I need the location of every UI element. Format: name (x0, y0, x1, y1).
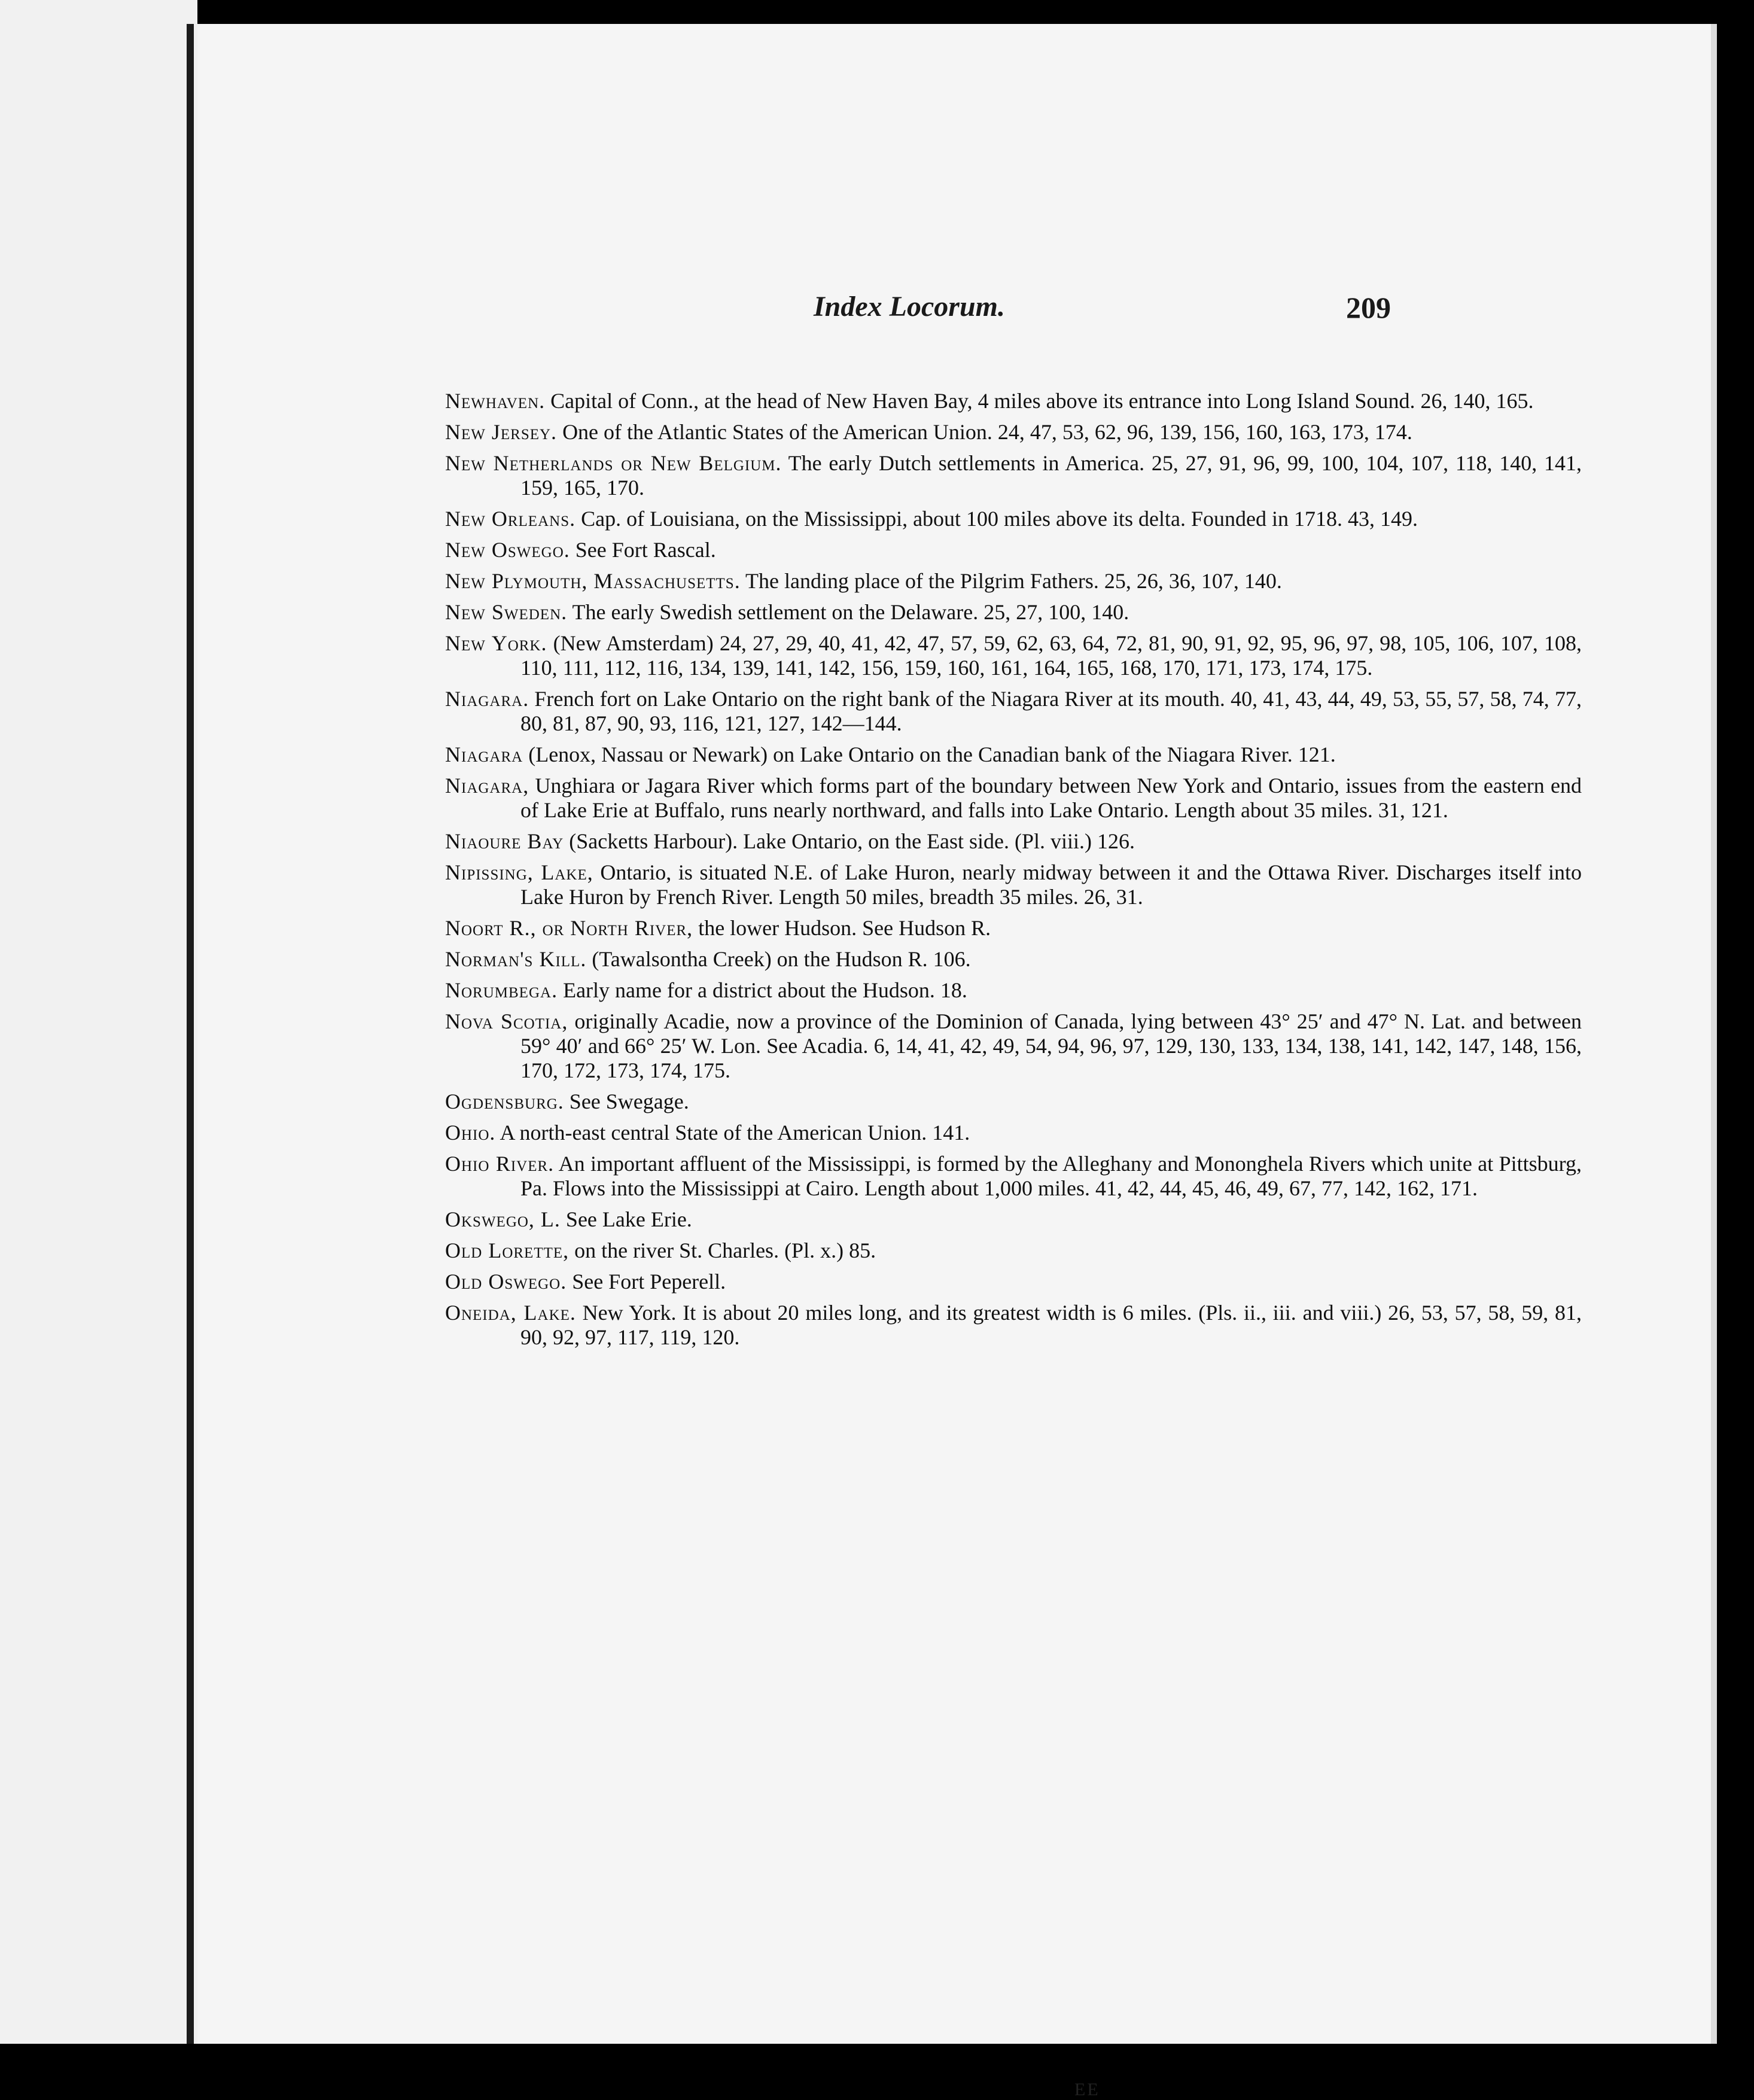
binding-edge (187, 24, 194, 2044)
entry-headword: Oneida, Lake. (445, 1301, 576, 1325)
entry-headword: Nipissing, Lake, (445, 860, 593, 884)
index-entry (445, 947, 1582, 972)
entry-text: (Tawalsontha Creek) on the Hudson R. 106. (586, 947, 971, 971)
entry-text: originally Acadie, now a province of the Dominion of Canada, lying between 43° 25′ and 47° N. Lat. and between 59° 40′ and 66° 25′ W. Lon. See Acadia. 6, 14, 41, 42, 49, 54, 94, 96, 97, 129, 130, 133, 134, 138, 141, 142, 147, 148, 156, 170, 172, 173, 174, 175. (520, 1009, 1582, 1082)
entry-text: A north-east central State of the American Union. 141. (495, 1121, 970, 1145)
entry-text: New York. It is about 20 miles long, and its greatest width is 6 miles. (Pls. ii., iii. and viii.) 26, 53, 57, 58, 59, 81, 90, 92, 97, 117, 119, 120. (520, 1301, 1582, 1349)
index-entry (445, 1238, 1582, 1263)
index-entries (445, 389, 1582, 1356)
entry-text: on the river St. Charles. (Pl. x.) 85. (569, 1238, 876, 1262)
entry-headword: New Plymouth, Massachusetts. (445, 569, 741, 593)
entry-text: The early Dutch settlements in America. 25, 27, 91, 96, 99, 100, 104, 107, 118, 140, 141, 159, 165, 170. (520, 451, 1582, 500)
entry-text: Capital of Conn., at the head of New Haven Bay, 4 miles above its entrance into Long Island Sound. 26, 140, 165. (545, 389, 1534, 413)
index-entry (445, 1270, 1582, 1294)
entry-headword: Niagara (445, 742, 523, 766)
index-entry (445, 420, 1582, 445)
index-entry (445, 631, 1582, 680)
entry-text: See Lake Erie. (560, 1207, 692, 1231)
entry-headword: Nova Scotia, (445, 1009, 568, 1033)
signature-mark: EE (1074, 2080, 1100, 2099)
entry-text: Early name for a district about the Hudson. 18. (558, 978, 967, 1002)
index-entry (445, 860, 1582, 909)
entry-headword: Niagara. (445, 687, 529, 711)
entry-headword: New Oswego. (445, 538, 570, 562)
entry-headword: Ohio. (445, 1121, 496, 1145)
entry-text: An important affluent of the Mississippi, is formed by the Alleghany and Mononghela Rivers which unite at Pittsburg, Pa. Flows into the Mississippi at Cairo. Length about 1,000 miles. 41, 42, 44, 45, 46, 49, 67, 77, 142, 162, 171. (520, 1152, 1582, 1200)
entry-headword: New Netherlands or New Belgium. (445, 451, 782, 475)
entry-headword: Old Oswego. (445, 1270, 567, 1294)
entry-text: Unghiara or Jagara River which forms part of the boundary between New York and Ontario, issues from the eastern end of Lake Erie at Buffalo, runs nearly northward, and falls into Lake Ontario. Length about 35 miles. 31, 121. (520, 774, 1582, 822)
scan-background (0, 0, 197, 2044)
index-entry (445, 687, 1582, 736)
entry-headword: Newhaven. (445, 389, 546, 413)
index-entry (445, 389, 1582, 413)
entry-text: (Lenox, Nassau or Newark) on Lake Ontario on the Canadian bank of the Niagara River. 121. (523, 742, 1336, 766)
entry-headword: Norumbega. (445, 978, 558, 1002)
index-entry (445, 742, 1582, 767)
entry-headword: Ohio River. (445, 1152, 555, 1176)
entry-headword: Noort R., or North River, (445, 916, 693, 940)
index-entry (445, 451, 1582, 500)
entry-headword: New Sweden. (445, 600, 568, 624)
entry-text: See Fort Peperell. (567, 1270, 726, 1294)
entry-headword: Ogdensburg. (445, 1089, 564, 1113)
entry-headword: Niaoure Bay (445, 829, 564, 853)
entry-headword: Niagara, (445, 774, 529, 798)
running-title: Index Locorum. (814, 291, 1006, 322)
page-number: 209 (1346, 291, 1391, 324)
index-entry (445, 1301, 1582, 1350)
entry-headword: New Jersey. (445, 420, 558, 444)
index-entry (445, 1009, 1582, 1083)
index-entry (445, 978, 1582, 1003)
index-entry (445, 507, 1582, 531)
index-entry (445, 774, 1582, 823)
entry-headword: Okswego, L. (445, 1207, 561, 1231)
entry-headword: Old Lorette, (445, 1238, 570, 1262)
index-entry (445, 829, 1582, 854)
index-entry (445, 916, 1582, 941)
entry-text: Cap. of Louisiana, on the Mississippi, about 100 miles above its delta. Founded in 1718. 43, 149. (575, 507, 1418, 531)
index-entry (445, 1152, 1582, 1201)
index-entry (445, 538, 1582, 562)
entry-text: French fort on Lake Ontario on the right bank of the Niagara River at its mouth. 40, 41, 43, 44, 49, 53, 55, 57, 58, 74, 77, 80, 81, 87, 90, 93, 116, 121, 127, 142—144. (520, 687, 1582, 735)
entry-headword: Norman's Kill. (445, 947, 587, 971)
page-edge (1711, 24, 1717, 2044)
index-entry (445, 569, 1582, 594)
index-entry (445, 1207, 1582, 1232)
entry-text: See Fort Rascal. (570, 538, 716, 562)
entry-text: The landing place of the Pilgrim Fathers. 25, 26, 36, 107, 140. (740, 569, 1282, 593)
entry-text: The early Swedish settlement on the Delaware. 25, 27, 100, 140. (567, 600, 1129, 624)
entry-text: See Swegage. (564, 1089, 689, 1113)
book-page (197, 24, 1711, 2044)
entry-headword: New York. (445, 631, 547, 655)
index-entry (445, 1089, 1582, 1114)
running-head (197, 290, 1711, 350)
entry-text: (New Amsterdam) 24, 27, 29, 40, 41, 42, 47, 57, 59, 62, 63, 64, 72, 81, 90, 91, 92, 95, 96, 97, 98, 105, 106, 107, 108, 110, 111, 112, 116, 134, 139, 141, 142, 156, 159, 160, 161, 164, 165, 168, 170, 171, 173, 174, 175. (520, 631, 1582, 680)
index-entry (445, 1121, 1582, 1145)
entry-text: Ontario, is situated N.E. of Lake Huron, nearly midway between it and the Ottawa River. Discharges itself into Lake Huron by French River. Length 50 miles, breadth 35 miles. 26, 31. (520, 860, 1582, 909)
entry-headword: New Orleans. (445, 507, 576, 531)
entry-text: the lower Hudson. See Hudson R. (693, 916, 991, 940)
entry-text: One of the Atlantic States of the American Union. 24, 47, 53, 62, 96, 139, 156, 160, 163, 173, 174. (557, 420, 1412, 444)
entry-text: (Sacketts Harbour). Lake Ontario, on the East side. (Pl. viii.) 126. (564, 829, 1135, 853)
index-entry (445, 600, 1582, 625)
